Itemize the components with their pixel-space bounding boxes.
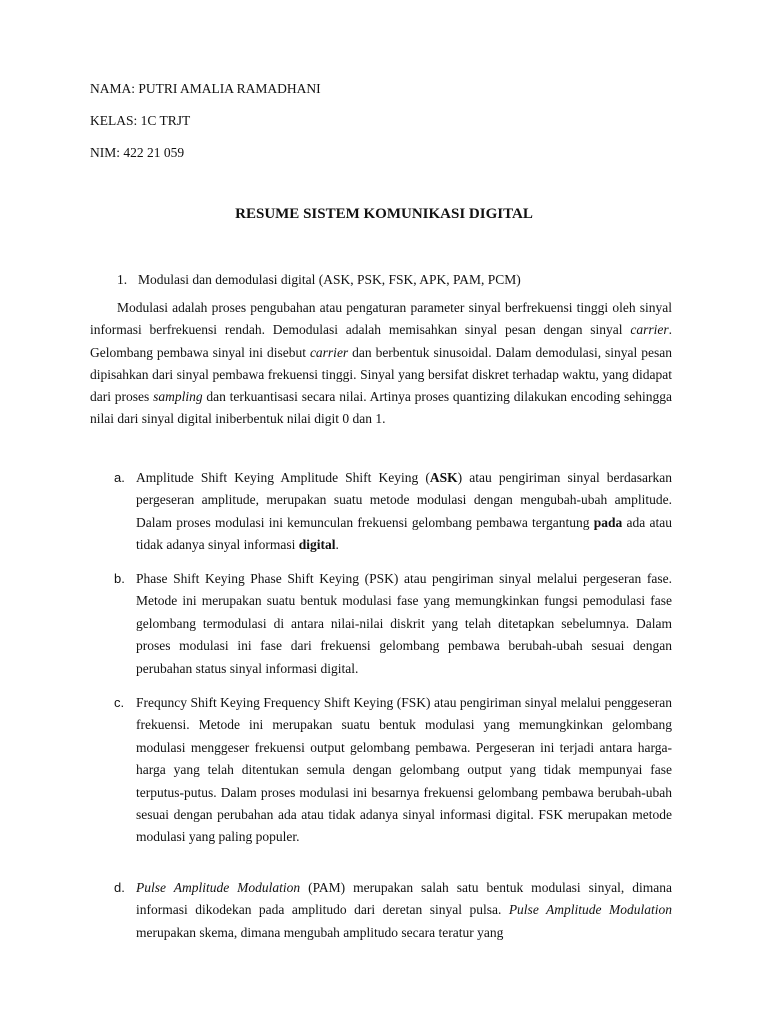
list-item-text: Amplitude Shift Keying Amplitude Shift Keying (: [136, 470, 430, 485]
intro-text: . Gelombang pembawa sinyal ini disebut: [90, 322, 672, 360]
bold-term: digital: [298, 537, 336, 553]
intro-carrier-term: carrier: [630, 322, 669, 338]
list-marker: a.: [114, 470, 125, 485]
intro-text: Modulasi adalah proses pengubahan atau pengaturan parameter sinyal berfrekuensi tinggi oleh sinyal informasi berfrekuensi rendah. Demodulasi adalah memisahkan sinyal pesan dengan sinyal: [90, 300, 672, 338]
list-item-ask: [114, 467, 672, 557]
italic-term: Pulse Amplitude Modulation: [508, 902, 672, 918]
italic-term: Pulse Amplitude Modulation: [136, 880, 301, 895]
list-item-text: merupakan skema, dimana mengubah amplitudo secara teratur yang: [136, 924, 504, 940]
student-name: NAMA: PUTRI AMALIA RAMADHANI: [90, 81, 321, 96]
list-item-pam: [114, 877, 672, 944]
list-item-psk: [114, 568, 672, 680]
list-item-body: [136, 467, 672, 557]
list-marker: b.: [114, 571, 125, 586]
intro-paragraph: [90, 297, 672, 431]
section-heading-text: Modulasi dan demodulasi digital (ASK, PSK, FSK, APK, PAM, PCM): [138, 272, 521, 287]
student-class: KELAS: 1C TRJT: [90, 113, 191, 128]
bold-term: pada: [593, 514, 623, 530]
document-title: RESUME SISTEM KOMUNIKASI DIGITAL: [235, 206, 533, 222]
list-item-text: ) atau pengiriman sinyal berdasarkan pergeseran amplitude, merupakan suatu metode modulasi dengan mengubah-ubah amplitude. Dalam proses modulasi ini kemunculan frekuensi gelombang pembawa tergantung: [136, 470, 673, 530]
list-marker: d.: [114, 880, 125, 895]
intro-text: dan berbentuk sinusoidal. Dalam demodulasi, sinyal pesan dipisahkan dari sinyal pembawa frekuensi tinggi. Sinyal yang bersifat diskret terhadap waktu, yang didapat dari proses: [90, 344, 672, 405]
list-item-text: ada atau tidak adanya sinyal informasi: [136, 514, 673, 553]
list-item-fsk: [114, 692, 672, 849]
section-number: 1.: [117, 272, 128, 287]
section-heading: [117, 272, 521, 288]
intro-sampling-term: sampling: [153, 389, 203, 405]
student-nim: NIM: 422 21 059: [90, 145, 185, 160]
intro-text: dan terkuantisasi secara nilai. Artinya proses quantizing dilakukan encoding sehingga nilai dari sinyal digital iniberbentuk nilai digit 0 dan 1.: [90, 389, 673, 427]
list-item-body: Phase Shift Keying Phase Shift Keying (PSK) atau pengiriman sinyal melalui pergeseran fase. Metode ini merupakan suatu bentuk modulasi fase yang memungkinkan fungsi pemodulasi fase gelombang termodulasi di antara nilai-nilai diskrit yang telah ditetapkan sebelumnya. Dalam proses modulasi ini fase dari frekuensi gelombang pembawa berubah-ubah sesuai dengan perubahan status sinyal informasi digital.: [136, 571, 672, 676]
intro-carrier-term: carrier: [309, 344, 349, 360]
bold-term: ASK: [429, 470, 458, 485]
list-marker: c.: [114, 695, 125, 710]
list-item-text: (PAM) merupakan salah satu bentuk modulasi sinyal, dimana informasi dikodekan pada amplitudo dari deretan sinyal pulsa.: [136, 880, 672, 918]
list-item-text: .: [335, 537, 339, 553]
list-item-body: Frequncy Shift Keying Frequency Shift Keying (FSK) atau pengiriman sinyal melalui penggeseran frekuensi. Metode ini merupakan suatu bentuk modulasi yang memungkinkan gelombang modulasi menggeser frekuensi output gelombang pembawa. Pergeseran ini terjadi antara harga-harga yang telah ditentukan semula dengan gelombang output yang tidak mempunyai fase terputus-putus. Dalam proses modulasi ini besarnya frekuensi gelombang pembawa berubah-ubah sesuai dengan perubahan ada atau tidak adanya sinyal informasi digital. FSK merupakan metode modulasi yang paling populer.: [136, 695, 672, 845]
list-item-body: [136, 877, 672, 944]
